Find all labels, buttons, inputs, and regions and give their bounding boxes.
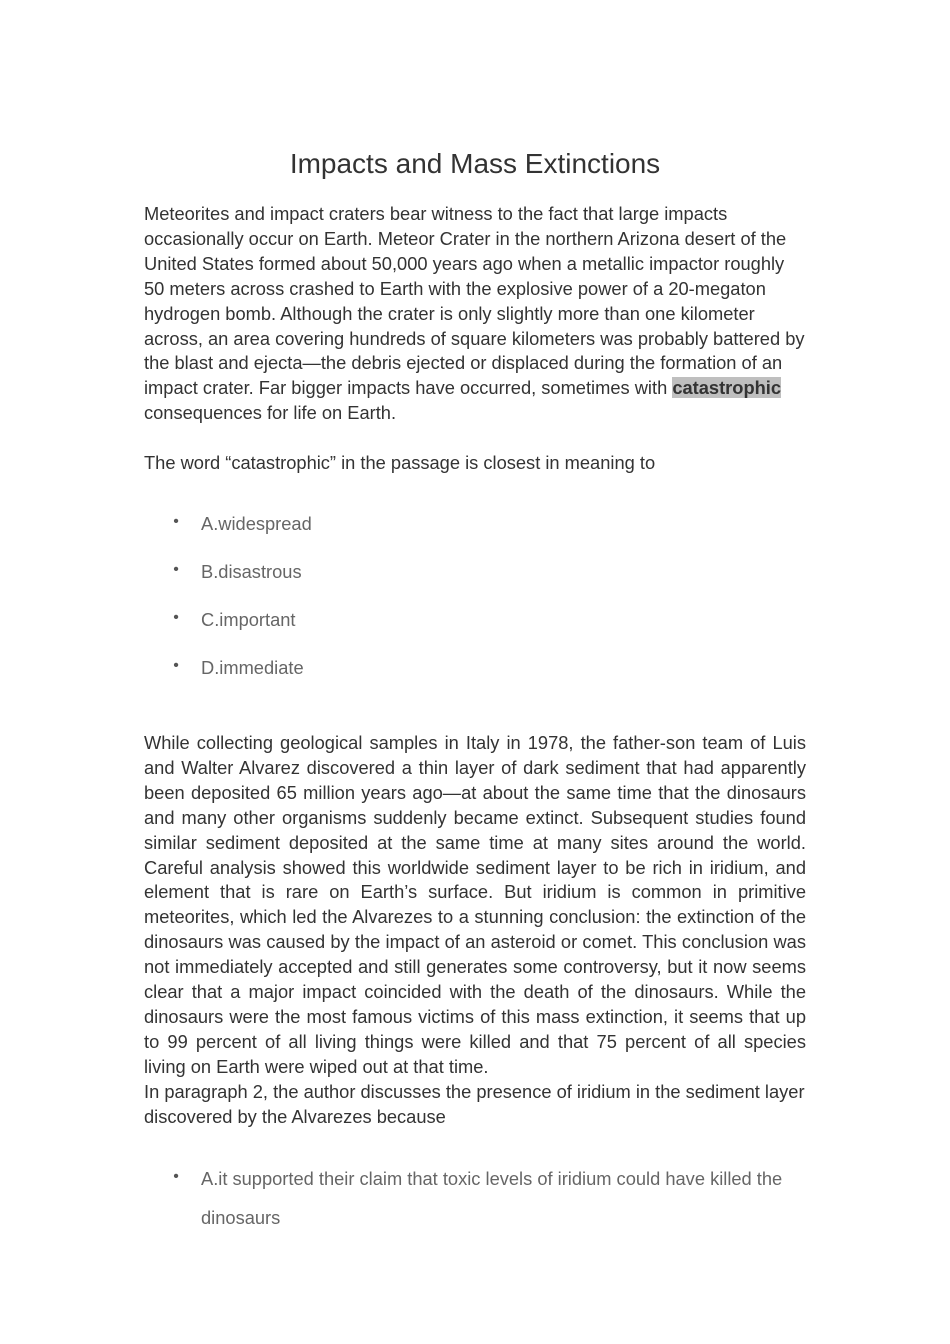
bullet-icon: • — [173, 657, 179, 674]
paragraph-1-text-before: Meteorites and impact craters bear witness to the fact that large impacts occasionally occur on Earth. Meteor Crater in the northern Arizona desert of the United States formed about 50,000 years ago when a metallic impactor roughly 50 meters across crashed to Earth with the explosive power of a 20-megaton hydrogen bomb. Although the crater is only slightly more than one kilometer across, an area covering hundreds of square kilometers was probably battered by the blast and ejecta—the debris ejected or displaced during the formation of an impact crater. Far bigger impacts have occurred, sometimes with — [144, 203, 805, 399]
question-1-prompt: The word “catastrophic” in the passage is closest in meaning to — [144, 452, 656, 473]
option-d[interactable] — [0, 655, 950, 685]
option-a[interactable] — [0, 1158, 950, 1238]
option-c[interactable] — [0, 607, 950, 637]
question-2-prompt: In paragraph 2, the author discusses the presence of iridium in the sediment layer discovered by the Alvarezes because — [144, 1081, 805, 1127]
option-label: A.it supported their claim that toxic levels of iridium could have killed the dinosaurs — [201, 1168, 783, 1228]
option-label: C.important — [201, 609, 296, 630]
option-label: A.widespread — [201, 513, 312, 534]
highlighted-word: catastrophic — [672, 377, 782, 399]
bullet-icon: • — [173, 1168, 179, 1185]
paragraph-2: While collecting geological samples in Italy in 1978, the father-son team of Luis and Walter Alvarez discovered a thin layer of dark sediment that had apparently been deposited 65 million years ago—at about the same time that the dinosaurs and many other organisms suddenly became extinct. Subsequent studies found similar sediment deposited at the same time at many sites around the world. Careful analysis showed this worldwide sediment layer to be rich in iridium, and element that is rare on Earth’s surface. But iridium is common in primitive meteorites, which led the Alvarezes to a stunning conclusion: the extinction of the dinosaurs was caused by the impact of an asteroid or comet. This conclusion was not immediately accepted and still generates some controversy, but it now seems clear that a major impact coincided with the death of the dinosaurs. While the dinosaurs were the most famous victims of this mass extinction, it seems that up to 99 percent of all living things were killed and that 75 percent of all species living on Earth were wiped out at that time. — [144, 732, 806, 1077]
option-a[interactable] — [0, 511, 950, 541]
bullet-icon: • — [173, 561, 179, 578]
option-label: B.disastrous — [201, 561, 302, 582]
option-label: D.immediate — [201, 657, 304, 678]
bullet-icon: • — [173, 609, 179, 626]
paragraph-1-text-after: consequences for life on Earth. — [144, 402, 397, 424]
option-b[interactable] — [0, 559, 950, 589]
bullet-icon: • — [173, 513, 179, 530]
paragraph-1 — [144, 202, 806, 426]
document-title: Impacts and Mass Extinctions — [289, 148, 661, 179]
